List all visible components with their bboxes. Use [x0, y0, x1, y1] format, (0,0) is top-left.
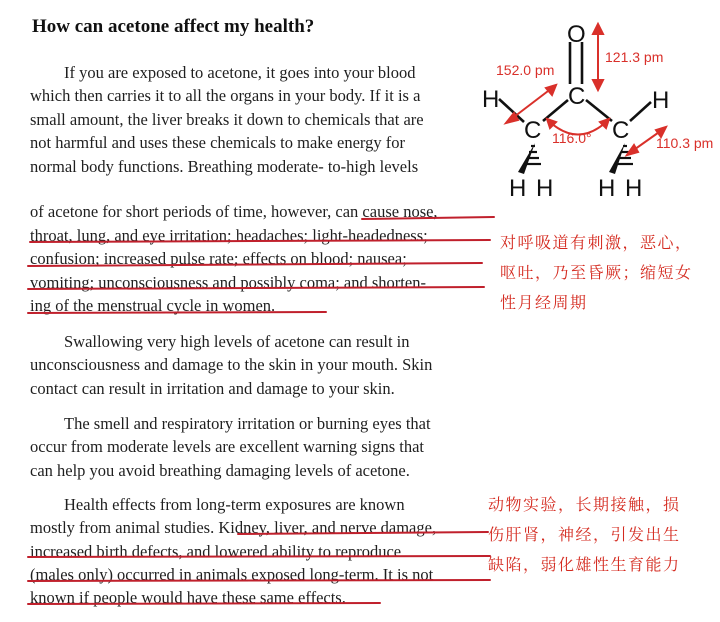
paragraph-line: unconsciousness and damage to the skin in your mouth. Skin: [30, 355, 433, 374]
atom-hydrogen: H: [652, 87, 670, 114]
paragraph-line: increased birth defects, and lowered ability to reproduce: [30, 542, 402, 561]
paragraph-line: If you are exposed to acetone, it goes into your blood: [64, 63, 416, 82]
paragraph-line: confusion; increased pulse rate; effects on blood; nausea;: [30, 249, 407, 268]
c-c-bond: [543, 100, 568, 121]
paragraph-line: small amount, the liver breaks it down to chemicals that are: [30, 110, 424, 129]
atom-hydrogen: H: [509, 175, 527, 202]
paragraph-line: (males only) occurred in animals exposed long-term. It is not: [30, 565, 434, 584]
annotation-line: 缺陷，弱化雄性生育能力: [488, 555, 681, 574]
atom-oxygen: O: [567, 21, 586, 48]
paragraph-line: throat, lung, and eye irritation; headaches; light-headedness;: [30, 226, 428, 245]
bond-length-label: 110.3 pm: [656, 135, 714, 151]
atom-hydrogen: H: [598, 175, 616, 202]
annotation-line: 动物实验，长期接触，损: [488, 495, 681, 514]
annotation-line: 呕吐，乃至昏厥；缩短女: [500, 263, 693, 282]
atom-carbon: C: [568, 83, 586, 110]
annotation-line: 对呼吸道有刺激，恶心，: [500, 233, 693, 252]
paragraph-line: mostly from animal studies. Kidney, liver, and nerve damage,: [30, 518, 437, 537]
paragraph-line: of acetone for short periods of time, however, can cause nose,: [30, 202, 438, 221]
paragraph-line: not harmful and uses these chemicals to make energy for: [30, 133, 405, 152]
paragraph-line: contact can result in irritation and damage to your skin.: [30, 379, 395, 398]
paragraph-line: normal body functions. Breathing moderate- to-high levels: [30, 157, 419, 176]
atom-carbon: C: [612, 117, 630, 144]
bond-length-label: 152.0 pm: [496, 62, 555, 78]
atom-hydrogen: H: [482, 86, 500, 113]
c-c-bond: [586, 100, 612, 121]
paragraph-line: known if people would have these same effects.: [30, 588, 346, 607]
annotation-line: 伤肝肾，神经，引发出生: [488, 525, 681, 544]
atom-hydrogen: H: [536, 175, 554, 202]
paragraph-line: The smell and respiratory irritation or burning eyes that: [64, 414, 431, 433]
c-h-bond: [630, 102, 651, 121]
paragraph-line: Health effects from long-term exposures are known: [64, 495, 405, 514]
paragraph-line: Swallowing very high levels of acetone can result in: [64, 332, 410, 351]
paragraph-line: can help you avoid breathing damaging levels of acetone.: [30, 461, 410, 480]
atom-carbon: C: [524, 117, 542, 144]
paragraph-line: which then carries it to all the organs in your body. If it is a: [30, 86, 421, 105]
paragraph-line: vomiting; unconsciousness and possibly coma; and shorten-: [30, 273, 426, 292]
annotation-line: 性月经周期: [500, 293, 588, 312]
bond-length-label: 121.3 pm: [605, 49, 664, 65]
page-title: How can acetone affect my health?: [32, 16, 315, 37]
bond-angle-label: 116.0°: [552, 130, 592, 146]
paragraph-line: ing of the menstrual cycle in women.: [30, 296, 276, 315]
atom-hydrogen: H: [625, 175, 643, 202]
paragraph-line: occur from moderate levels are excellent warning signs that: [30, 437, 425, 456]
